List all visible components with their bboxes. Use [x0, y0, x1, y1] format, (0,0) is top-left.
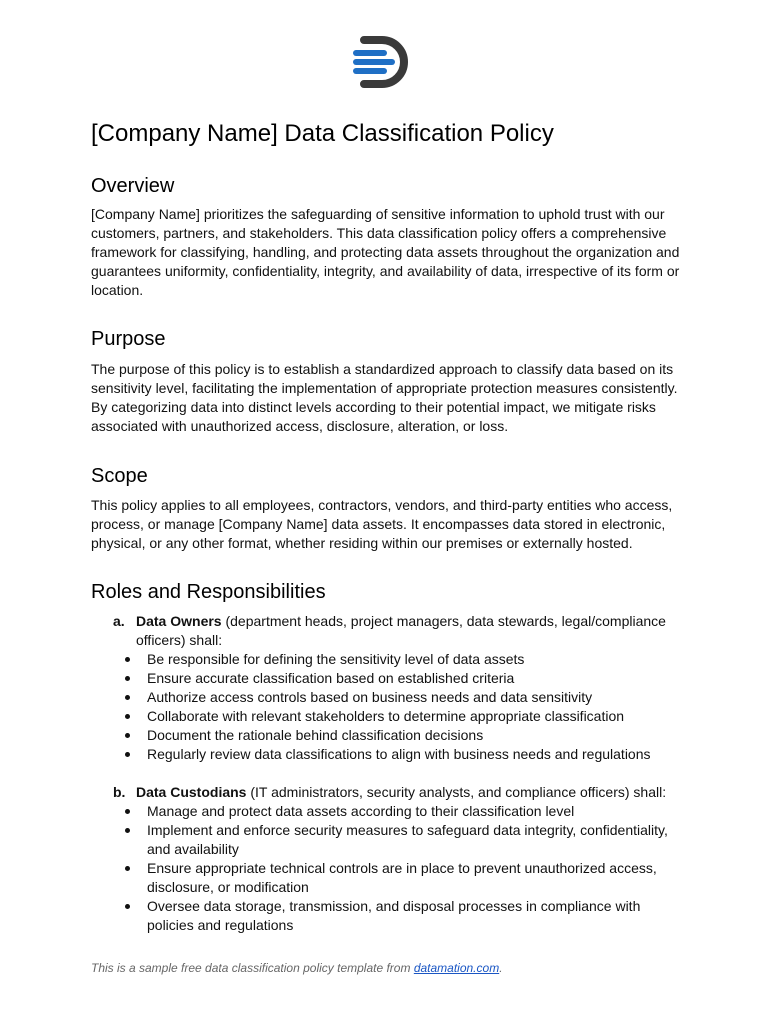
footer-suffix: . [499, 961, 503, 975]
list-item-text: Manage and protect data assets according to their classification level [147, 803, 575, 819]
page-title: [Company Name] Data Classification Policy [91, 120, 554, 147]
scope-text: This policy applies to all employees, contractors, vendors, and third-party entities who access, process, or manage [Company Name] data assets. It encompasses data stored in electronic, physical, or any other format, whether residing within our premises or externally hosted. [91, 497, 673, 551]
bullet-icon [125, 676, 130, 681]
group-marker: b. [113, 784, 126, 800]
footer-text: This is a sample free data classification policy template from [91, 961, 414, 975]
list-item [113, 821, 681, 859]
list-item-text: Ensure appropriate technical controls are in place to prevent unauthorized access, disclosure, or modification [147, 860, 657, 895]
bullet-icon [125, 904, 130, 909]
bullet-icon [125, 657, 130, 662]
list-item [113, 688, 681, 707]
purpose-section [91, 325, 681, 436]
group-header [113, 783, 681, 802]
list-item [113, 897, 681, 935]
purpose-text: The purpose of this policy is to establish a standardized approach to classify data based on its sensitivity level, facilitating the implementation of appropriate protection measures consistently. By categorizing data into distinct levels according to their potential impact, we mitigate risks associated with unauthorized access, disclosure, alteration, or loss. [91, 361, 678, 434]
list-item-text: Ensure accurate classification based on established criteria [147, 670, 515, 686]
roles-heading: Roles and Responsibilities [91, 581, 326, 603]
list-item-text: Oversee data storage, transmission, and disposal processes in compliance with policies and regulations [147, 898, 641, 933]
group-desc: (IT administrators, security analysts, and compliance officers) shall: [246, 784, 667, 800]
overview-section [91, 172, 681, 300]
group-role: Data Owners [136, 613, 222, 629]
group-desc: (department heads, project managers, data stewards, legal/compliance officers) shall: [136, 613, 666, 648]
data-owners-group [113, 612, 681, 764]
list-item-text: Document the rationale behind classification decisions [147, 727, 484, 743]
list-item [113, 859, 681, 897]
roles-section [91, 578, 681, 935]
bullet-icon [125, 866, 130, 871]
purpose-heading: Purpose [91, 328, 166, 350]
list-item [113, 707, 681, 726]
list-item [113, 650, 681, 669]
list-item-text: Implement and enforce security measures to safeguard data integrity, confidentiality, and availability [147, 822, 668, 857]
datamation-logo-icon [350, 34, 414, 90]
list-item [113, 669, 681, 688]
overview-text: [Company Name] prioritizes the safeguarding of sensitive information to uphold trust with our customers, partners, and stakeholders. This data classification policy offers a comprehensive framework for classifying, handling, and protecting data assets throughout the organization and guarantees uniformity, confidentiality, integrity, and availability of data, irrespective of its form or location. [91, 206, 680, 298]
footer-note [91, 960, 503, 976]
datamation-link[interactable]: datamation.com [413, 961, 500, 975]
list-item-text: Be responsible for defining the sensitivity level of data assets [147, 651, 525, 667]
list-item-text: Collaborate with relevant stakeholders to determine appropriate classification [147, 708, 625, 724]
data-custodians-group [113, 783, 681, 935]
scope-section [91, 462, 681, 553]
bullet-icon [125, 714, 130, 719]
bullet-icon [125, 809, 130, 814]
list-item-text: Regularly review data classifications to align with business needs and regulations [147, 746, 651, 762]
scope-heading: Scope [91, 465, 148, 487]
bullet-icon [125, 752, 130, 757]
data-custodians-list [113, 802, 681, 935]
group-header [113, 612, 681, 650]
list-item-text: Authorize access controls based on business needs and data sensitivity [147, 689, 593, 705]
bullet-icon [125, 695, 130, 700]
list-item [113, 726, 681, 745]
data-owners-list [113, 650, 681, 764]
group-marker: a. [113, 613, 125, 629]
bullet-icon [125, 828, 130, 833]
list-item [113, 745, 681, 764]
group-role: Data Custodians [136, 784, 247, 800]
list-item [113, 802, 681, 821]
bullet-icon [125, 733, 130, 738]
overview-heading: Overview [91, 175, 175, 197]
document-page [91, 116, 681, 935]
